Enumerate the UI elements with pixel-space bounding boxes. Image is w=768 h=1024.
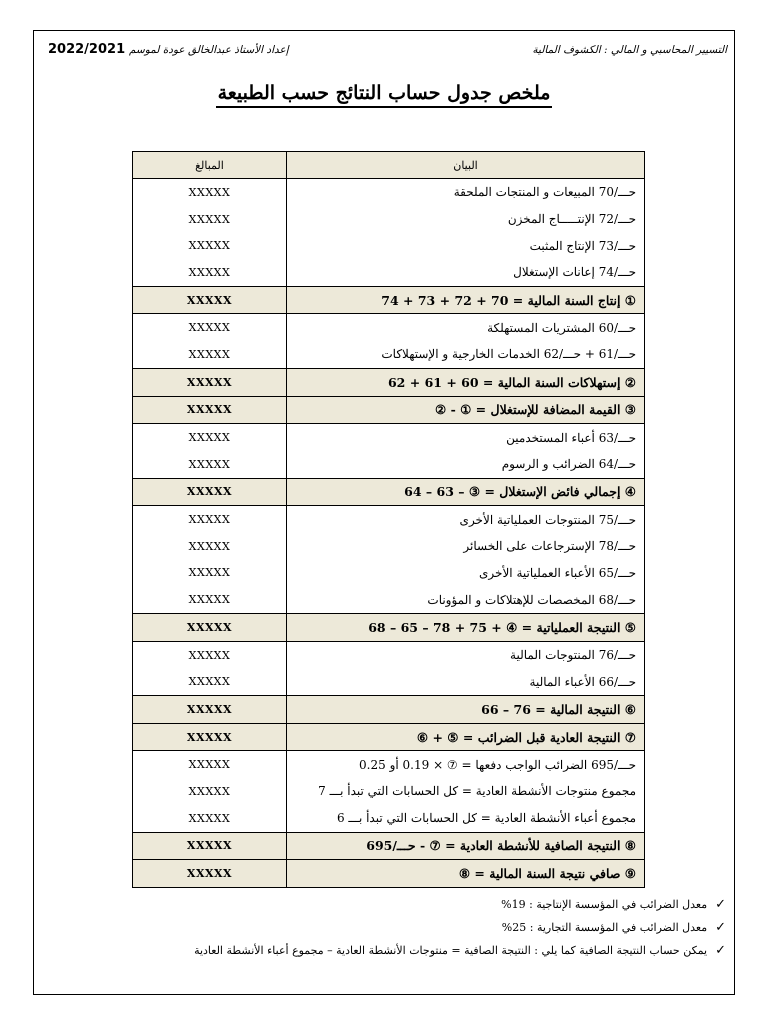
- results-table: [132, 151, 645, 888]
- table-row: [133, 451, 645, 478]
- table-row: [133, 179, 645, 206]
- table-row-total: [133, 860, 645, 888]
- note-item: [194, 920, 726, 943]
- notes-list: [194, 897, 726, 966]
- table-row-total: [133, 286, 645, 314]
- row-label: حـــ/66 الأعباء المالية: [287, 668, 645, 695]
- row-label: حـــ/74 إعانات الإستغلال: [287, 259, 645, 286]
- row-label: حـــ/68 المخصصات للإهتلاكات و المؤونات: [287, 586, 645, 613]
- row-label: حـــ/73 الإنتاج المثبت: [287, 232, 645, 259]
- header-subject: التسيير المحاسبي و المالي : الكشوف المالية: [532, 44, 727, 56]
- page-title: [0, 82, 768, 104]
- row-amount: XXXXX: [133, 533, 287, 560]
- row-amount: XXXXX: [133, 778, 287, 805]
- row-label: ③ القيمة المضافة للإستغلال = ① - ②: [287, 396, 645, 424]
- table-row: [133, 424, 645, 451]
- row-amount: XXXXX: [133, 586, 287, 613]
- column-header-label: البيان: [287, 152, 645, 179]
- row-label: مجموع أعباء الأنشطة العادية = كل الحسابات التي تبدأ بـــ 6: [287, 805, 645, 832]
- row-amount: XXXXX: [133, 314, 287, 341]
- row-amount: XXXXX: [133, 668, 287, 695]
- row-label: حـــ/61 + حـــ/62 الخدمات الخارجية و الإستهلاكات: [287, 341, 645, 368]
- table-row: [133, 341, 645, 368]
- page-title-text: ملخص جدول حساب النتائج حسب الطبيعة: [216, 82, 553, 108]
- column-header-amount: المبالغ: [133, 152, 287, 179]
- row-amount: XXXXX: [133, 341, 287, 368]
- table-row: [133, 533, 645, 560]
- table-row: [133, 778, 645, 805]
- table-header-row: [133, 152, 645, 179]
- row-label: حـــ/695 الضرائب الواجب دفعها = ⑦ × 0.19 أو 0.25: [287, 751, 645, 778]
- row-amount: XXXXX: [133, 805, 287, 832]
- row-label: حـــ/60 المشتريات المستهلكة: [287, 314, 645, 341]
- row-label: حـــ/65 الأعباء العملياتية الأخرى: [287, 560, 645, 587]
- row-amount: XXXXX: [133, 506, 287, 533]
- row-label: حـــ/64 الضرائب و الرسوم: [287, 451, 645, 478]
- row-label: ② إستهلاكات السنة المالية = 60 + 61 + 62: [287, 368, 645, 396]
- row-label: حـــ/72 الإنتـــــاج المخزن: [287, 206, 645, 233]
- row-label: حـــ/78 الإسترجاعات على الخسائر: [287, 533, 645, 560]
- row-amount: XXXXX: [133, 179, 287, 206]
- row-amount: XXXXX: [133, 424, 287, 451]
- note-text: معدل الضرائب في المؤسسة التجارية : 25%: [501, 921, 708, 934]
- checkmark-icon: ✓: [715, 897, 726, 912]
- table-row-total: [133, 396, 645, 424]
- table-row: [133, 206, 645, 233]
- row-amount: XXXXX: [133, 614, 287, 642]
- row-amount: XXXXX: [133, 696, 287, 724]
- table-row: [133, 560, 645, 587]
- header-author-name: إعداد الأستاذ عبدالخالق عودة لموسم: [128, 44, 289, 56]
- row-amount: XXXXX: [133, 206, 287, 233]
- table-row-total: [133, 723, 645, 751]
- row-label: ⑦ النتيجة العادية قبل الضرائب = ⑤ + ⑥: [287, 723, 645, 751]
- note-item: [194, 897, 726, 920]
- table-row: [133, 232, 645, 259]
- table-row: [133, 668, 645, 695]
- note-text: معدل الضرائب في المؤسسة الإنتاجية : 19%: [501, 898, 708, 911]
- table-row: [133, 506, 645, 533]
- row-amount: XXXXX: [133, 751, 287, 778]
- table-row: [133, 641, 645, 668]
- checkmark-icon: ✓: [715, 920, 726, 935]
- row-label: ⑧ النتيجة الصافية للأنشطة العادية = ⑦ - حـــ/695: [287, 832, 645, 860]
- row-label: حـــ/76 المنتوجات المالية: [287, 641, 645, 668]
- row-amount: XXXXX: [133, 560, 287, 587]
- row-label: حـــ/63 أعباء المستخدمين: [287, 424, 645, 451]
- table-row: [133, 751, 645, 778]
- row-amount: XXXXX: [133, 259, 287, 286]
- checkmark-icon: ✓: [715, 943, 726, 958]
- row-amount: XXXXX: [133, 832, 287, 860]
- header-year: 2022/2021: [48, 42, 126, 57]
- row-amount: XXXXX: [133, 860, 287, 888]
- note-text: يمكن حساب النتيجة الصافية كما يلي : النتيجة الصافية = منتوجات الأنشطة العادية – مجموع أعباء الأنشطة العادية: [194, 944, 708, 957]
- table-row-total: [133, 614, 645, 642]
- table-row: [133, 259, 645, 286]
- table-row: [133, 586, 645, 613]
- row-amount: XXXXX: [133, 396, 287, 424]
- table-body: [133, 179, 645, 888]
- row-label: ⑥ النتيجة المالية = 76 – 66: [287, 696, 645, 724]
- row-label: ⑤ النتيجة العملياتية = ④ + 75 + 78 – 65 – 68: [287, 614, 645, 642]
- table-row-total: [133, 478, 645, 506]
- row-label: حـــ/70 المبيعات و المنتجات الملحقة: [287, 179, 645, 206]
- row-label: ④ إجمالي فائض الإستغلال = ③ – 63 – 64: [287, 478, 645, 506]
- row-label: ① إنتاج السنة المالية = 70 + 72 + 73 + 74: [287, 286, 645, 314]
- note-item: [194, 943, 726, 966]
- table-row-total: [133, 368, 645, 396]
- row-amount: XXXXX: [133, 451, 287, 478]
- row-label: ⑨ صافي نتيجة السنة المالية = ⑧: [287, 860, 645, 888]
- row-amount: XXXXX: [133, 478, 287, 506]
- row-label: مجموع منتوجات الأنشطة العادية = كل الحسابات التي تبدأ بـــ 7: [287, 778, 645, 805]
- row-amount: XXXXX: [133, 232, 287, 259]
- table-row-total: [133, 832, 645, 860]
- table-row-total: [133, 696, 645, 724]
- row-amount: XXXXX: [133, 641, 287, 668]
- table-row: [133, 314, 645, 341]
- row-label: حـــ/75 المنتوجات العملياتية الأخرى: [287, 506, 645, 533]
- row-amount: XXXXX: [133, 368, 287, 396]
- header-author: [48, 42, 295, 57]
- row-amount: XXXXX: [133, 723, 287, 751]
- row-amount: XXXXX: [133, 286, 287, 314]
- table-row: [133, 805, 645, 832]
